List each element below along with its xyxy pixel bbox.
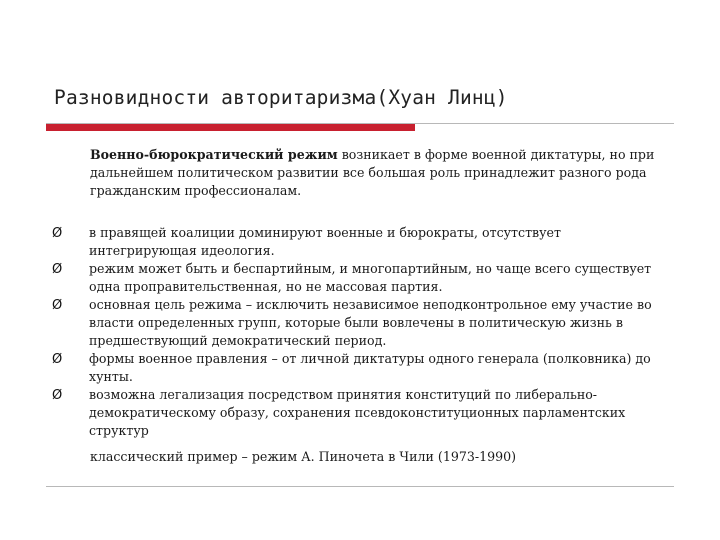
arrow-bullet-icon: Ø: [52, 388, 63, 403]
list-item-text: формы военное правления – от личной диктатуры одного генерала (полковника) до хунты.: [89, 351, 651, 384]
intro-text: возникает в форме военной диктатуры, но при дальнейшем политическом развитии все большая роль принадлежит разного рода гражданским профессионалам.: [90, 147, 655, 198]
arrow-bullet-icon: Ø: [52, 262, 63, 277]
list-item: [52, 224, 672, 260]
arrow-bullet-icon: Ø: [52, 226, 63, 241]
list-item-text: в правящей коалиции доминируют военные и бюрократы, отсутствует интегрирующая идеология.: [89, 225, 561, 258]
slide-title: Разновидности авторитаризма(Хуан Линц): [54, 86, 508, 109]
title-accent-bar: [46, 124, 415, 131]
list-item: [52, 386, 672, 440]
list-item: [52, 296, 672, 350]
list-item: [52, 260, 672, 296]
list-item: [52, 350, 672, 386]
bullet-list: [52, 224, 672, 440]
arrow-bullet-icon: Ø: [52, 298, 63, 313]
list-item-text: режим может быть и беспартийным, и многопартийным, но чаще всего существует одна проправительственная, но не массовая партия.: [89, 261, 652, 294]
list-item-text: основная цель режима – исключить независимое неподконтрольное ему участие во власти определенных групп, которые были вовлечены в политическую жизнь в предшествующий демократический период.: [89, 297, 652, 348]
example-line: классический пример – режим А. Пиночета в Чили (1973-1990): [90, 449, 517, 464]
list-item-text: возможна легализация посредством принятия конституций по либерально-демократическому образу, сохранения псевдоконституционных парламентских структур: [89, 387, 626, 438]
intro-paragraph: [90, 146, 670, 200]
intro-bold-term: Военно-бюрократический режим: [90, 147, 338, 162]
footer-divider: [46, 486, 674, 487]
arrow-bullet-icon: Ø: [52, 352, 63, 367]
